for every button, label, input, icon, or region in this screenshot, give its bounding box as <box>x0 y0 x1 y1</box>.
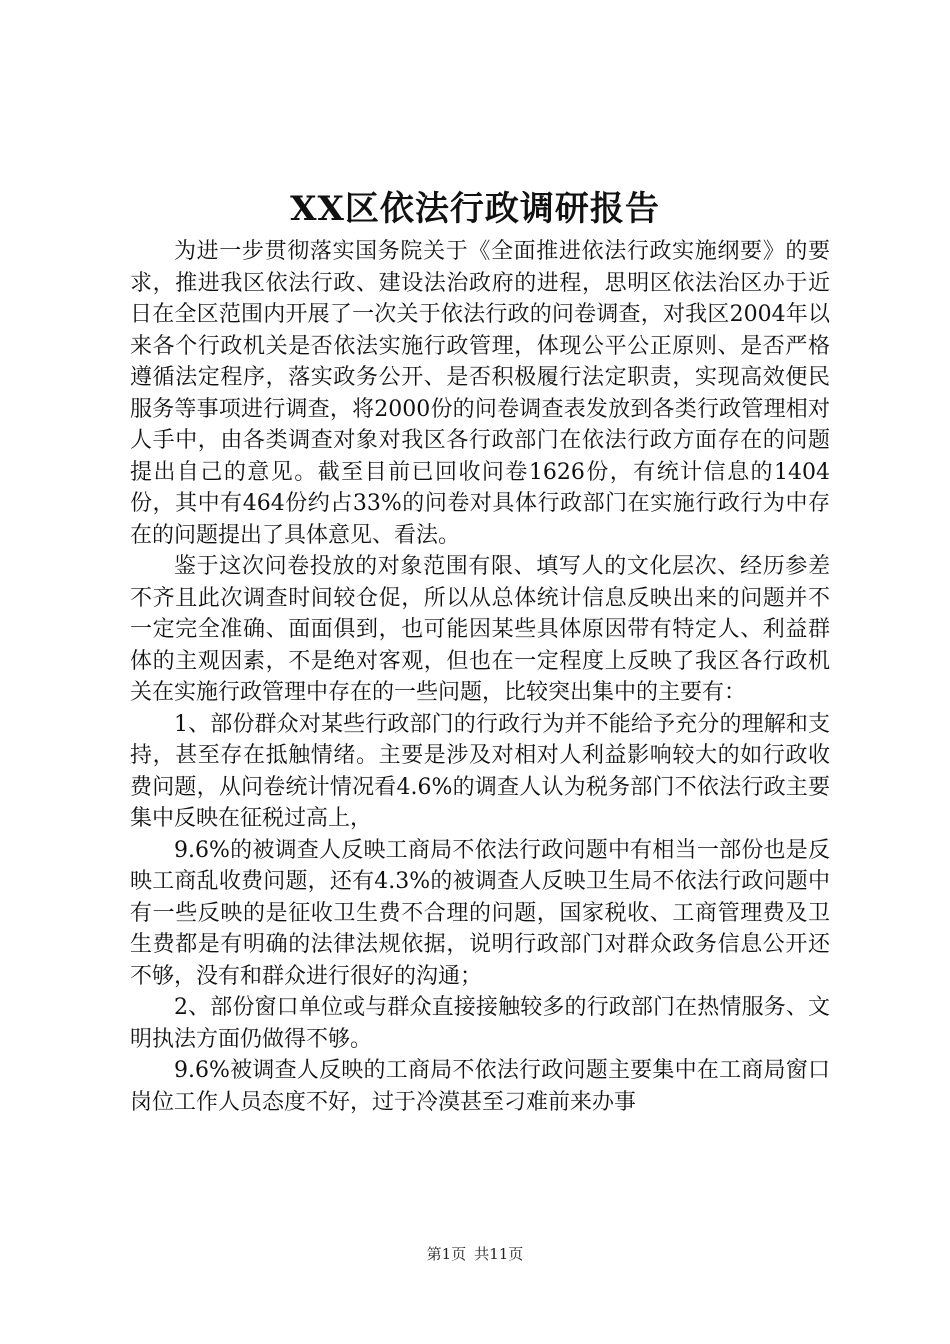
paragraph-point-1: 1、部份群众对某些行政部门的行政行为并不能给予充分的理解和支持，甚至存在抵触情绪。主要是涉及对相对人利益影响较大的如行政收费问题，从问卷统计情况看4.6%的调查人认为税务部门不依法行政主要集中反映在征税过高上， <box>130 711 830 831</box>
paragraph-intro: 为进一步贯彻落实国务院关于《全面推进依法行政实施纲要》的要求，推进我区依法行政、建设法治政府的进程，思明区依法治区办于近日在全区范围内开展了一次关于依法行政的问卷调查，对我区2004年以来各个行政机关是否依法实施行政管理，体现公平公正原则、是否严格遵循法定程序，落实政务公开、是否积极履行法定职责，实现高效便民服务等事项进行调查，将2000份的问卷调查表发放到各类行政管理相对人手中，由各类调查对象对我区各行政部门在依法行政方面存在的问题提出自己的意见。截至目前已回收问卷1626份，有统计信息的1404份，其中有464份约占33%的问卷对具体行政部门在实施行政行为中存在的问题提出了具体意见、看法。 <box>130 239 830 548</box>
paragraph-point-1-detail: 9.6%的被调查人反映工商局不依法行政问题中有相当一部份也是反映工商乱收费问题，还有4.3%的被调查人反映卫生局不依法行政问题中有一些反映的是征收卫生费不合理的问题，国家税收、工商管理费及卫生费都是有明确的法律法规依据，说明行政部门对群众政务信息公开还不够，没有和群众进行很好的沟通； <box>130 837 830 989</box>
paragraph-point-2-detail: 9.6%被调查人反映的工商局不依法行政问题主要集中在工商局窗口岗位工作人员态度不好，过于冷漠甚至刁难前来办事 <box>130 1058 830 1115</box>
page-number: 第1页 <box>426 1245 467 1263</box>
page-total: 共11页 <box>474 1245 524 1263</box>
page-footer <box>0 1244 950 1264</box>
paragraph-point-2: 2、部份窗口单位或与群众直接接触较多的行政部门在热情服务、文明执法方面仍做得不够。 <box>130 995 830 1052</box>
document-body <box>130 236 830 1118</box>
paragraph-limitations: 鉴于这次问卷投放的对象范围有限、填写人的文化层次、经历参差不齐且此次调查时间较仓促，所以从总体统计信息反映出来的问题并不一定完全准确、面面俱到，也可能因某些具体原因带有特定人、利益群体的主观因素，不是绝对客观，但也在一定程度上反映了我区各行政机关在实施行政管理中存在的一些问题，比较突出集中的主要有： <box>130 554 830 705</box>
document-title: XX区依法行政调研报告 <box>290 189 660 229</box>
